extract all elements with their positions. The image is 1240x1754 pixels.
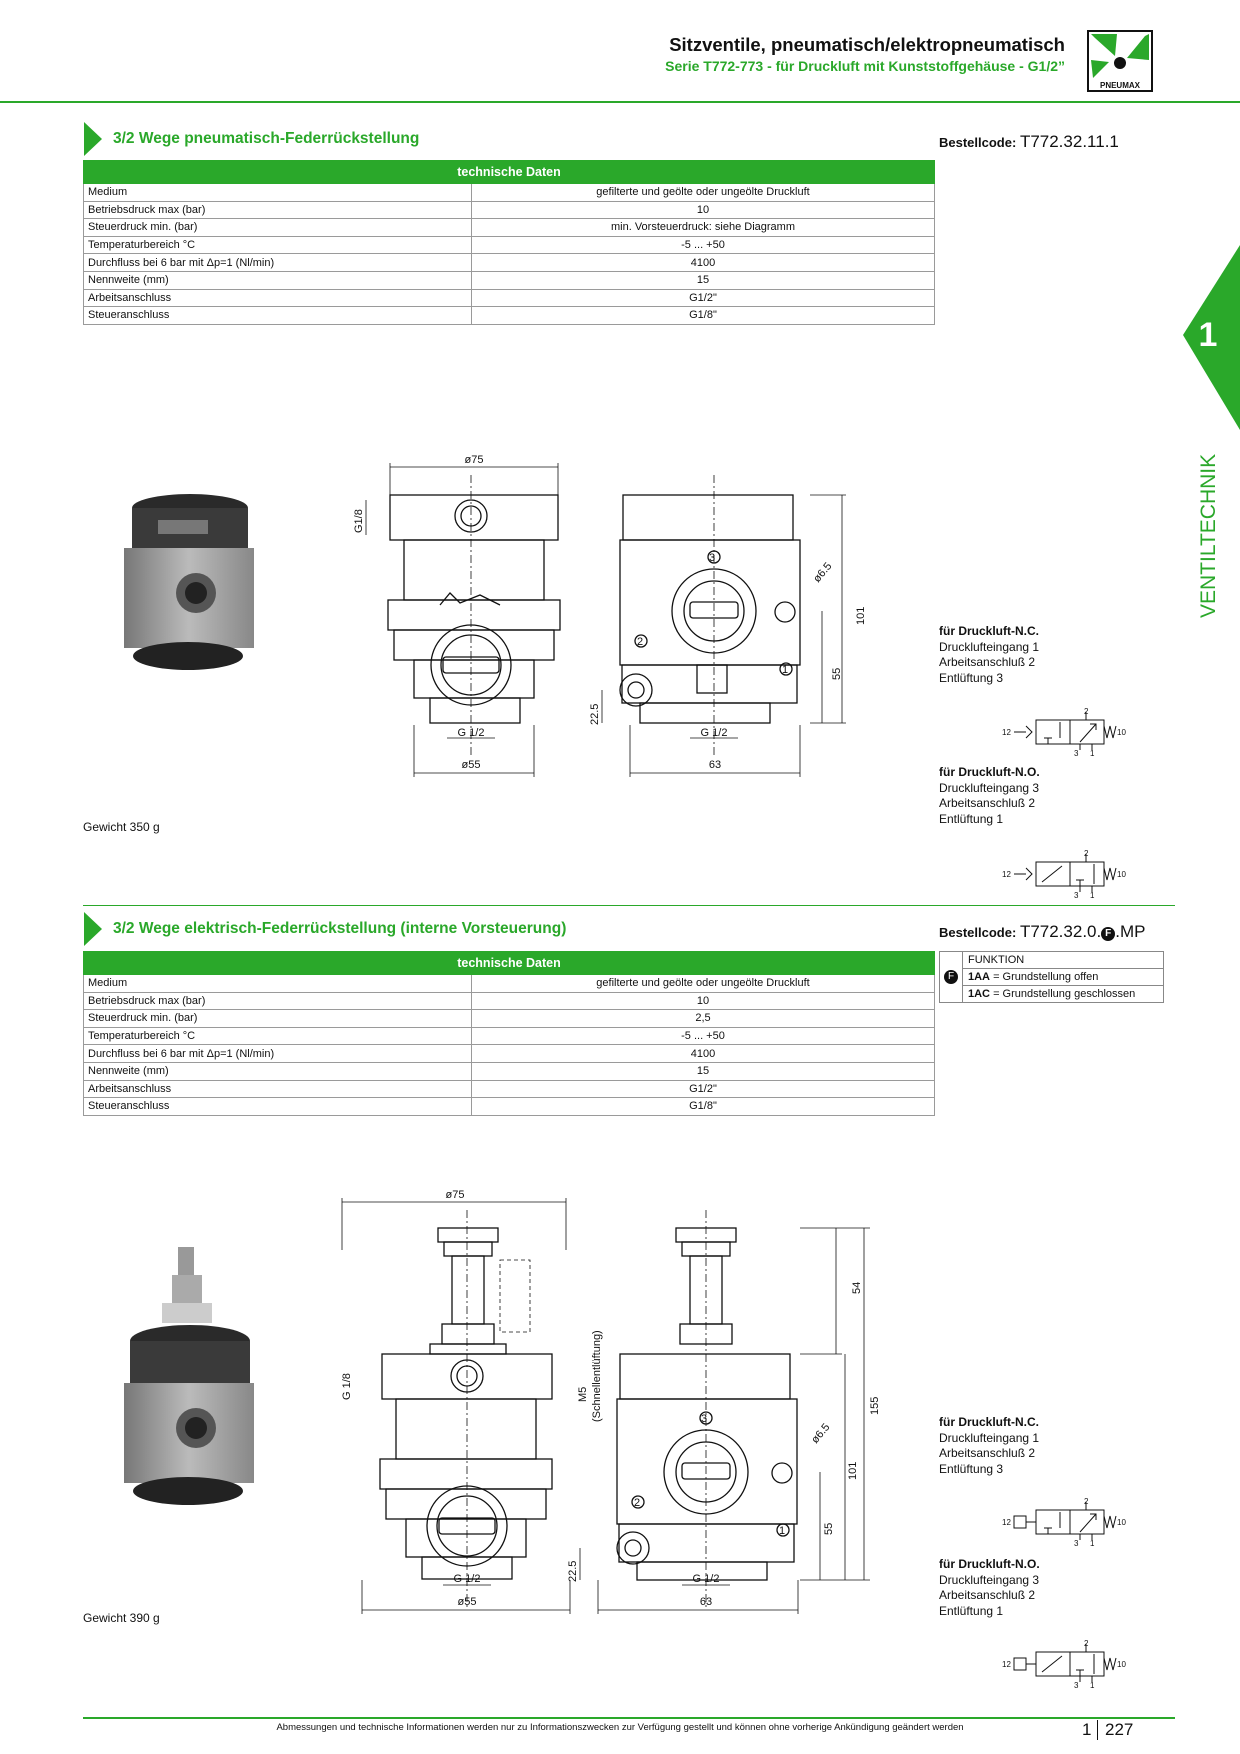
svg-text:ø55: ø55	[457, 1596, 477, 1608]
no-note	[939, 1557, 1040, 1619]
nc-line: Arbeitsanschluß 2	[939, 655, 1036, 669]
svg-text:10: 10	[1117, 728, 1126, 737]
svg-text:G 1/2: G 1/2	[453, 1573, 481, 1585]
row-label: Temperaturbereich °C	[84, 236, 472, 254]
svg-text:63: 63	[699, 1596, 713, 1608]
svg-text:3: 3	[709, 552, 716, 564]
svg-text:(Schnellentlüftung): (Schnellentlüftung)	[591, 1330, 603, 1422]
svg-text:VENTILTECHNIK: VENTILTECHNIK	[1197, 453, 1220, 618]
row-label: Medium	[84, 975, 472, 993]
row-value: -5 ... +50	[472, 1027, 935, 1045]
table-row	[84, 992, 935, 1010]
svg-text:12: 12	[1002, 1518, 1011, 1527]
svg-text:22.5: 22.5	[567, 1560, 579, 1582]
chapter-label	[1182, 418, 1232, 628]
nc-title: für Druckluft-N.C.	[939, 1415, 1039, 1429]
row-label: Steuerdruck min. (bar)	[84, 219, 472, 237]
table-row	[84, 975, 935, 993]
row-label: Durchfluss bei 6 bar mit Δp=1 (Nl/min)	[84, 254, 472, 272]
svg-text:1: 1	[1090, 1681, 1095, 1690]
product-photo	[118, 490, 268, 675]
row-label: Steueranschluss	[84, 307, 472, 325]
svg-text:12: 12	[1002, 870, 1011, 879]
svg-text:G 1/2: G 1/2	[700, 727, 728, 739]
funktion-row: 1AA = Grundstellung offen	[963, 969, 1164, 986]
row-label: Arbeitsanschluss	[84, 289, 472, 307]
svg-text:2: 2	[1084, 1497, 1089, 1506]
funktion-badge: F	[940, 952, 963, 1003]
technical-drawing	[330, 1190, 880, 1645]
section-arrow-icon	[84, 122, 102, 156]
svg-text:3: 3	[701, 1413, 708, 1425]
row-value: 4100	[472, 254, 935, 272]
svg-text:63: 63	[708, 759, 722, 771]
valve-symbol-no	[1000, 850, 1125, 898]
footer-chapter: 1	[1082, 1720, 1092, 1739]
svg-text:1: 1	[1090, 749, 1095, 758]
no-note	[939, 765, 1040, 827]
row-label: Betriebsdruck max (bar)	[84, 201, 472, 219]
table-row	[84, 271, 935, 289]
table-row	[84, 219, 935, 237]
nc-line: Drucklufteingang 1	[939, 1430, 1040, 1445]
svg-text:3: 3	[1074, 1539, 1079, 1548]
order-code	[939, 922, 1145, 942]
svg-text:ø6.5: ø6.5	[809, 1421, 833, 1446]
svg-text:2: 2	[1084, 849, 1089, 858]
row-label: Nennweite (mm)	[84, 271, 472, 289]
spec-table-header: technische Daten	[84, 161, 935, 184]
section-title: 3/2 Wege pneumatisch-Federrückstellung	[113, 130, 420, 147]
row-label: Nennweite (mm)	[84, 1062, 472, 1080]
row-value: 15	[472, 1062, 935, 1080]
table-row	[84, 1098, 935, 1116]
row-label: Betriebsdruck max (bar)	[84, 992, 472, 1010]
svg-text:2: 2	[637, 636, 644, 648]
row-value: G1/2"	[472, 1080, 935, 1098]
svg-text:1: 1	[1090, 891, 1095, 900]
row-label: Medium	[84, 184, 472, 202]
svg-text:155: 155	[869, 1396, 881, 1415]
footer-separator	[1097, 1720, 1098, 1740]
table-row	[84, 1045, 935, 1063]
table-row	[84, 201, 935, 219]
svg-text:M5: M5	[577, 1386, 589, 1402]
valve-symbol-nc	[1000, 1498, 1125, 1546]
row-value: 10	[472, 992, 935, 1010]
svg-text:10: 10	[1117, 1518, 1126, 1527]
valve-symbol-no	[1000, 1640, 1125, 1688]
svg-text:3: 3	[1074, 1681, 1079, 1690]
table-row	[84, 307, 935, 325]
spec-table	[83, 160, 935, 325]
svg-text:2: 2	[1084, 707, 1089, 716]
section-divider	[83, 905, 1175, 906]
svg-text:ø75: ø75	[445, 1189, 465, 1201]
svg-text:ø6.5: ø6.5	[811, 560, 835, 585]
order-label: Bestellcode:	[939, 135, 1017, 150]
table-row	[84, 184, 935, 202]
row-value: 10	[472, 201, 935, 219]
nc-line: Arbeitsanschluß 2	[939, 1446, 1036, 1460]
section-title: 3/2 Wege elektrisch-Federrückstellung (interne Vorsteuerung)	[113, 920, 567, 937]
table-row	[84, 1010, 935, 1028]
table-row	[84, 236, 935, 254]
nc-note	[939, 624, 1039, 686]
svg-text:10: 10	[1117, 870, 1126, 879]
no-line: Arbeitsanschluß 2	[939, 796, 1036, 810]
svg-text:101: 101	[847, 1461, 859, 1480]
row-label: Steuerdruck min. (bar)	[84, 1010, 472, 1028]
svg-text:55: 55	[831, 667, 843, 680]
order-code-value: T772.32.0.	[1019, 922, 1102, 941]
svg-text:G1/8: G1/8	[353, 509, 365, 533]
technical-drawing	[340, 455, 880, 805]
nc-title: für Druckluft-N.C.	[939, 624, 1039, 638]
page-title: Sitzventile, pneumatisch/elektropneumatisch	[669, 34, 1065, 55]
row-value: 4100	[472, 1045, 935, 1063]
svg-text:2: 2	[1084, 1639, 1089, 1648]
svg-text:1: 1	[779, 1525, 786, 1537]
svg-text:ø55: ø55	[461, 759, 481, 771]
table-row	[84, 254, 935, 272]
svg-text:3: 3	[1074, 749, 1079, 758]
no-line: Arbeitsanschluß 2	[939, 1588, 1036, 1602]
valve-symbol-nc	[1000, 708, 1125, 756]
footer-page-number: 227	[1105, 1720, 1134, 1739]
footer-disclaimer: Abmessungen und technische Informationen werden nur zu Informationszwecken zur Verfügung gestellt und können ohne vorherige Ankündigung geändert werden	[276, 1722, 964, 1733]
svg-text:G 1/2: G 1/2	[457, 727, 485, 739]
no-line: Drucklufteingang 3	[939, 1572, 1040, 1587]
row-label: Temperaturbereich °C	[84, 1027, 472, 1045]
table-row	[84, 289, 935, 307]
section-arrow-icon	[84, 912, 102, 946]
row-value: gefilterte und geölte oder ungeölte Druckluft	[472, 975, 935, 993]
svg-text:ø75: ø75	[464, 454, 484, 466]
table-row	[84, 1062, 935, 1080]
svg-text:12: 12	[1002, 728, 1011, 737]
row-value: 2,5	[472, 1010, 935, 1028]
table-row	[84, 1027, 935, 1045]
order-label: Bestellcode:	[939, 925, 1017, 940]
svg-text:101: 101	[855, 606, 867, 625]
svg-text:22.5: 22.5	[589, 703, 601, 725]
row-value: -5 ... +50	[472, 236, 935, 254]
product-photo	[118, 1245, 268, 1510]
nc-line: Entlüftung 3	[939, 670, 1004, 685]
svg-text:G 1/2: G 1/2	[692, 1573, 720, 1585]
svg-text:12: 12	[1002, 1660, 1011, 1669]
no-title: für Druckluft-N.O.	[939, 765, 1040, 779]
page-subtitle: Serie T772-773 - für Druckluft mit Kunststoffgehäuse - G1/2”	[665, 58, 1065, 74]
weight-label: Gewicht 390 g	[83, 1611, 160, 1625]
no-line: Entlüftung 1	[939, 811, 1004, 826]
svg-text:2: 2	[634, 1497, 641, 1509]
function-badge: F	[1101, 927, 1115, 941]
row-value: min. Vorsteuerdruck: siehe Diagramm	[472, 219, 935, 237]
no-line: Entlüftung 1	[939, 1603, 1004, 1618]
order-code-value: T772.32.11.1	[1019, 132, 1119, 151]
no-line: Drucklufteingang 3	[939, 780, 1040, 795]
pneumax-logo	[1087, 30, 1153, 92]
nc-line: Entlüftung 3	[939, 1461, 1004, 1476]
svg-text:1: 1	[1090, 1539, 1095, 1548]
svg-text:55: 55	[823, 1522, 835, 1535]
footer-rule	[83, 1717, 1175, 1719]
nc-note	[939, 1415, 1039, 1477]
svg-text:54: 54	[851, 1281, 863, 1294]
svg-text:G 1/8: G 1/8	[341, 1373, 353, 1400]
row-label: Arbeitsanschluss	[84, 1080, 472, 1098]
row-value: 15	[472, 271, 935, 289]
funktion-header: FUNKTION	[963, 952, 1164, 969]
row-label: Durchfluss bei 6 bar mit Δp=1 (Nl/min)	[84, 1045, 472, 1063]
row-value: G1/8"	[472, 307, 935, 325]
table-row	[84, 1080, 935, 1098]
nc-line: Drucklufteingang 1	[939, 639, 1040, 654]
funktion-row: 1AC = Grundstellung geschlossen	[963, 986, 1164, 1003]
row-value: gefilterte und geölte oder ungeölte Druckluft	[472, 184, 935, 202]
row-value: G1/2"	[472, 289, 935, 307]
spec-table	[83, 951, 935, 1116]
row-label: Steueranschluss	[84, 1098, 472, 1116]
logo-text: PNEUMAX	[1099, 81, 1141, 90]
row-value: G1/8"	[472, 1098, 935, 1116]
svg-text:3: 3	[1074, 891, 1079, 900]
order-code-suffix: .MP	[1115, 922, 1146, 941]
weight-label: Gewicht 350 g	[83, 820, 160, 834]
svg-text:1: 1	[782, 664, 789, 676]
no-title: für Druckluft-N.O.	[939, 1557, 1040, 1571]
chapter-number: 1	[1198, 316, 1218, 354]
svg-text:10: 10	[1117, 1660, 1126, 1669]
order-code	[939, 132, 1119, 152]
header-rule	[0, 101, 1240, 103]
funktion-table	[939, 951, 1164, 1003]
spec-table-header: technische Daten	[84, 952, 935, 975]
